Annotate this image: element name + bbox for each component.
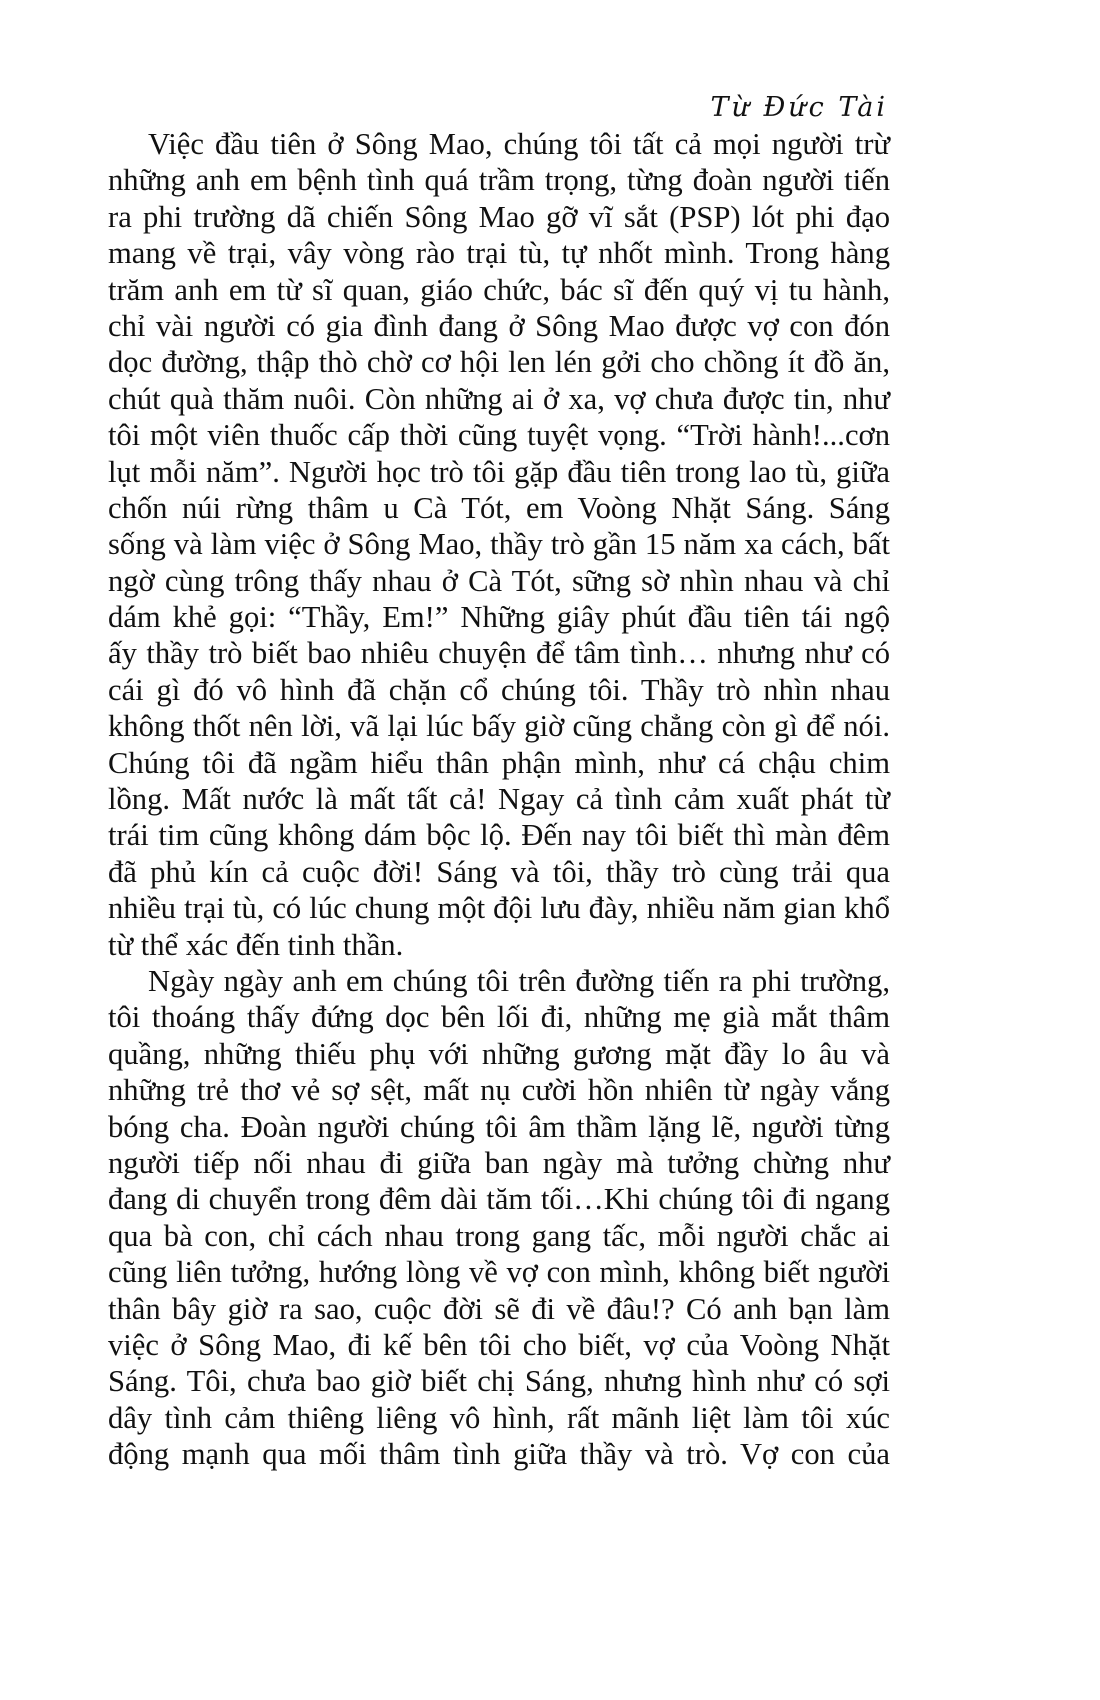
text-line: trái tim cũng không dám bộc lộ. Đến nay tôi biết thì màn đêm <box>108 818 890 853</box>
paragraph-2 <box>108 963 890 1472</box>
paragraph-1 <box>108 126 890 963</box>
text-line: dây tình cảm thiêng liêng vô hình, rất mãnh liệt làm tôi xúc <box>108 1400 890 1435</box>
text-line: chốn núi rừng thâm u Cà Tót, em Voòng Nhặt Sáng. Sáng <box>108 490 890 525</box>
text-line: thân bây giờ ra sao, cuộc đời sẽ đi về đâu!? Có anh bạn làm <box>108 1291 890 1326</box>
text-line: tôi thoáng thấy đứng dọc bên lối đi, những mẹ già mắt thâm <box>108 1000 890 1035</box>
text-line: dám khẻ gọi: “Thầy, Em!” Những giây phút đầu tiên tái ngộ <box>108 600 890 635</box>
text-line: chỉ vài người có gia đình đang ở Sông Mao được vợ con đón <box>108 308 890 343</box>
text-line: cũng liên tưởng, hướng lòng về vợ con mình, không biết người <box>108 1255 890 1290</box>
text-line: tôi một viên thuốc cấp thời cũng tuyệt vọng. “Trời hành!...cơn <box>108 418 890 453</box>
text-line: nhiều trại tù, có lúc chung một đội lưu đày, nhiều năm gian khổ <box>108 891 890 926</box>
text-line: động mạnh qua mối thâm tình giữa thầy và trò. Vợ con của <box>108 1437 890 1472</box>
text-line: những anh em bệnh tình quá trầm trọng, từng đoàn người tiến <box>108 163 890 198</box>
text-line: trăm anh em từ sĩ quan, giáo chức, bác sĩ đến quý vị tu hành, <box>108 272 890 307</box>
text-line: ấy thầy trò biết bao nhiêu chuyện để tâm tình… nhưng như có <box>108 636 890 671</box>
text-line: chút quà thăm nuôi. Còn những ai ở xa, vợ chưa được tin, như <box>108 381 890 416</box>
text-line: qua bà con, chỉ cách nhau trong gang tấc, mỗi người chắc ai <box>108 1218 890 1253</box>
text-line: lồng. Mất nước là mất tất cả! Ngay cả tình cảm xuất phát từ <box>108 782 890 817</box>
text-line: cái gì đó vô hình đã chặn cổ chúng tôi. Thầy trò nhìn nhau <box>108 672 890 707</box>
text-line: ra phi trường dã chiến Sông Mao gỡ vĩ sắt (PSP) lót phi đạo <box>108 199 890 234</box>
text-line: những trẻ thơ vẻ sợ sệt, mất nụ cười hồn nhiên từ ngày vắng <box>108 1073 890 1108</box>
text-line: quầng, những thiếu phụ với những gương mặt đầy lo âu và <box>108 1036 890 1071</box>
text-line: Sáng. Tôi, chưa bao giờ biết chị Sáng, nhưng hình như có sợi <box>108 1364 890 1399</box>
body-text <box>108 126 890 1472</box>
text-line: Ngày ngày anh em chúng tôi trên đường tiến ra phi trường, <box>148 963 890 998</box>
text-line: dọc đường, thập thò chờ cơ hội len lén gởi cho chồng ít đồ ăn, <box>108 345 890 380</box>
text-line: việc ở Sông Mao, đi kế bên tôi cho biết, vợ của Voòng Nhặt <box>108 1327 890 1362</box>
text-line: sống và làm việc ở Sông Mao, thầy trò gần 15 năm xa cách, bất <box>108 527 890 562</box>
text-line: bóng cha. Đoàn người chúng tôi âm thầm lặng lẽ, người từng <box>108 1109 890 1144</box>
text-line: từ thể xác đến tinh thần. <box>108 927 404 962</box>
text-line: lụt mỗi năm”. Người học trò tôi gặp đầu tiên trong lao tù, giữa <box>108 454 890 489</box>
text-line: đã phủ kín cả cuộc đời! Sáng và tôi, thầy trò cùng trải qua <box>108 854 890 889</box>
text-line: đang di chuyển trong đêm dài tăm tối…Khi chúng tôi đi ngang <box>108 1182 890 1217</box>
text-line: người tiếp nối nhau đi giữa ban ngày mà tưởng chừng như <box>108 1145 890 1180</box>
running-header-author: Từ Đức Tài <box>710 92 888 123</box>
text-line: Việc đầu tiên ở Sông Mao, chúng tôi tất cả mọi người trừ <box>148 127 890 161</box>
text-line: mang về trại, vây vòng rào trại tù, tự nhốt mình. Trong hàng <box>108 236 890 271</box>
text-line: không thốt nên lời, vã lại lúc bấy giờ cũng chẳng còn gì để nói. <box>108 709 890 744</box>
text-line: ngờ cùng trông thấy nhau ở Cà Tót, sững sờ nhìn nhau và chỉ <box>108 563 890 598</box>
text-line: Chúng tôi đã ngầm hiểu thân phận mình, như cá chậu chim <box>108 745 890 780</box>
